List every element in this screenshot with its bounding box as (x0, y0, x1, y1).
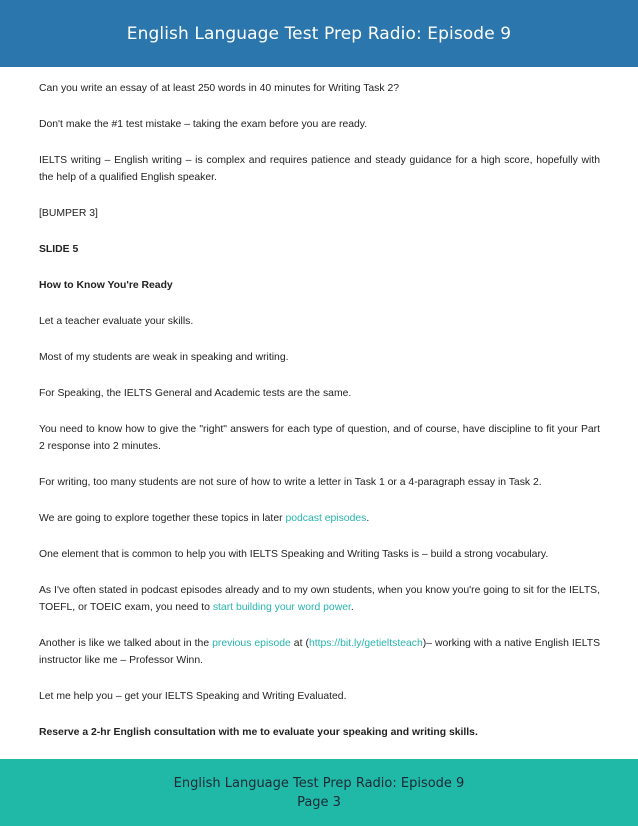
paragraph: Let me help you – get your IELTS Speaking and Writing Evaluated. (39, 691, 347, 702)
paragraph: For writing, too many students are not sure of how to write a letter in Task 1 or a 4-paragraph essay in Task 2. (39, 477, 542, 488)
text-run: at ( (290, 638, 309, 649)
paragraph: IELTS writing – English writing – is complex and requires patience and steady guidance for a high score, hopefully with the help of a qualified English speaker. (39, 155, 600, 183)
podcast-episodes-link[interactable]: podcast episodes (285, 513, 367, 524)
page-number: Page 3 (297, 794, 341, 810)
text-run: As I've often stated in podcast episodes already and to my own students, when you know you're going to sit for the IELTS, TOEFL, or TOEIC exam, you need to (39, 585, 600, 613)
paragraph: [BUMPER 3] (39, 208, 98, 219)
section-heading: How to Know You're Ready (39, 280, 173, 291)
bitly-link[interactable]: https://bit.ly/getieltsteach (308, 638, 423, 649)
slide-heading: SLIDE 5 (39, 244, 79, 255)
word-power-link[interactable]: start building your word power (212, 602, 351, 613)
paragraph: Can you write an essay of at least 250 words in 40 minutes for Writing Task 2? (39, 83, 400, 94)
paragraph: Most of my students are weak in speaking and writing. (39, 352, 289, 363)
page-header (0, 0, 638, 67)
paragraph: Let a teacher evaluate your skills. (39, 316, 194, 327)
paragraph (39, 635, 600, 669)
text-run: We are going to explore together these topics in later (39, 513, 286, 524)
paragraph (39, 582, 600, 616)
paragraph: One element that is common to help you with IELTS Speaking and Writing Tasks is – build a strong vocabulary. (39, 549, 549, 560)
footer-title: English Language Test Prep Radio: Episode 9 (173, 775, 465, 791)
text-run: . (366, 513, 370, 524)
paragraph: For Speaking, the IELTS General and Academic tests are the same. (39, 388, 352, 399)
header-title: English Language Test Prep Radio: Episode 9 (126, 23, 512, 44)
call-to-action: Reserve a 2-hr English consultation with me to evaluate your speaking and writing skills. (39, 727, 478, 738)
page-footer (0, 759, 638, 826)
paragraph: You need to know how to give the "right" answers for each type of question, and of course, have discipline to fit your Part 2 response into 2 minutes. (39, 424, 600, 452)
paragraph (39, 510, 600, 527)
document-body (39, 80, 600, 760)
previous-episode-link[interactable]: previous episode (212, 638, 291, 649)
text-run: . (350, 602, 354, 613)
text-run: )– working with a native English IELTS instructor like me – Professor Winn. (39, 638, 600, 666)
text-run: Another is like we talked about in the (39, 638, 213, 649)
paragraph: Don't make the #1 test mistake – taking the exam before you are ready. (39, 119, 368, 130)
